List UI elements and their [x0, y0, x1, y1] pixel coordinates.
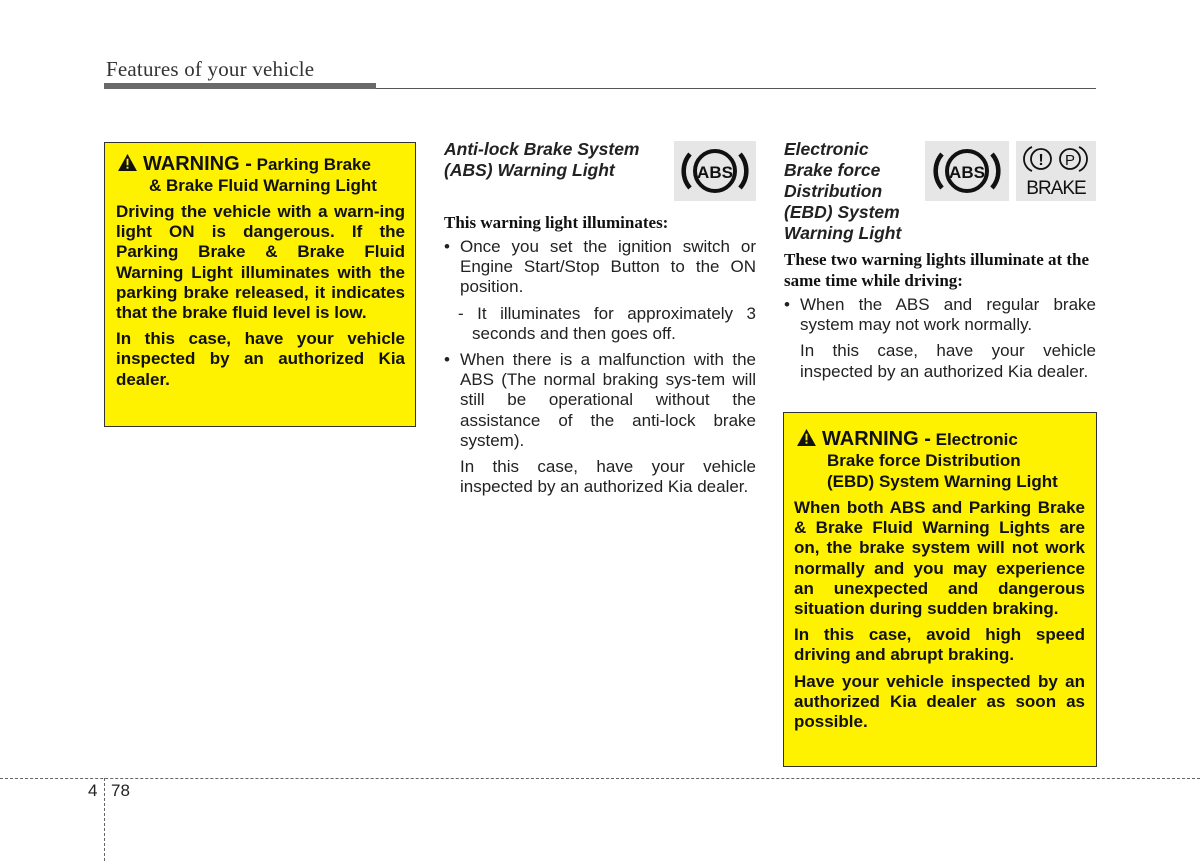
list-item: • When there is a malfunction with the ABS (The normal braking sys-tem will still be operational without the assistance of the anti-lock brake system). — [444, 350, 756, 450]
abs-note-text: In this case, have your vehicle inspected by an authorized Kia dealer. — [460, 457, 756, 497]
warning-paragraph: In this case, avoid high speed driving and abrupt braking. — [794, 625, 1085, 665]
ebd-body — [784, 295, 1096, 382]
footer-rule — [0, 778, 1200, 779]
warning-label: WARNING - — [822, 428, 931, 450]
abs-icon-text: ABS — [697, 163, 733, 182]
warning-heading-text: Parking Brake — [256, 155, 371, 174]
page-number: 78 — [111, 781, 130, 800]
list-item-text: Once you set the ignition switch or Engine Start/Stop Button to the ON position. — [460, 237, 756, 297]
list-item-text: When there is a malfunction with the ABS (The normal braking sys-tem will still be operational without the assistance of the anti-lock brake system). — [460, 350, 756, 450]
header-rule-thick — [104, 83, 376, 89]
warning-label: WARNING - — [143, 153, 252, 175]
ebd-title-line: Electronic — [784, 139, 869, 159]
ebd-abs-icon-box — [925, 141, 1009, 201]
svg-text:P: P — [1064, 152, 1076, 169]
warning-box-ebd — [783, 412, 1097, 767]
page-header-title: Features of your vehicle — [106, 57, 315, 81]
footer-divider — [104, 778, 105, 861]
abs-warning-icon — [925, 141, 1009, 201]
abs-warning-icon — [674, 141, 756, 201]
ebd-note-text: In this case, have your vehicle inspected by an authorized Kia dealer. — [800, 341, 1096, 381]
warning-paragraph: Have your vehicle inspected by an authorized Kia dealer as soon as possible. — [794, 671, 1085, 732]
warning-heading-line2: Brake force Distribution — [827, 451, 1021, 470]
ebd-title-line: (EBD) System — [784, 202, 900, 222]
list-subitem: - It illuminates for approximately 3 seconds and then goes off. — [458, 303, 756, 343]
abs-title-line: (ABS) Warning Light — [444, 160, 615, 180]
warning-heading — [794, 429, 1085, 450]
brake-icon-text: BRAKE — [1026, 178, 1086, 199]
abs-icon-box — [674, 141, 756, 201]
warning-heading-text: Electronic — [935, 430, 1018, 449]
warning-triangle-icon — [118, 154, 137, 171]
header-rule-thin — [376, 88, 1096, 89]
chapter-number: 4 — [88, 781, 98, 800]
list-item: • Once you set the ignition switch or Engine Start/Stop Button to the ON position. — [444, 237, 756, 297]
warning-triangle-icon — [797, 429, 816, 446]
abs-title-line: Anti-lock Brake System — [444, 139, 640, 159]
abs-lead-text: This warning light illuminates: — [444, 213, 669, 232]
ebd-lead-text: These two warning lights illuminate at the same time while driving: — [784, 250, 1090, 290]
list-item: • When the ABS and regular brake system may not work normally. — [784, 295, 1096, 335]
list-item-text: When the ABS and regular brake system may not work normally. — [800, 295, 1096, 335]
abs-body — [444, 237, 756, 497]
ebd-title-line: Distribution — [784, 181, 883, 201]
warning-box-parking-brake — [104, 142, 416, 427]
warning-paragraph: Driving the vehicle with a warn-ing light ON is dangerous. If the Parking Brake & Brake Fluid Warning Light illuminates with the parking brake released, it indicates that the brake fluid level is low. — [116, 202, 405, 323]
ebd-title-line: Brake force — [784, 160, 881, 180]
ebd-title-line: Warning Light — [784, 223, 902, 243]
svg-text:!: ! — [1038, 152, 1044, 169]
warning-paragraph: When both ABS and Parking Brake & Brake Fluid Warning Lights are on, the brake system will not work normally and you may experience an unexpected and dangerous situation during sudden braking. — [794, 498, 1085, 619]
ebd-brake-icon-box — [1016, 141, 1096, 201]
abs-icon-text: ABS — [949, 163, 985, 182]
ebd-section-title — [784, 139, 901, 244]
warning-heading-line3: (EBD) System Warning Light — [827, 472, 1058, 491]
warning-paragraph: In this case, have your vehicle inspected by an authorized Kia dealer. — [116, 329, 405, 389]
warning-heading — [116, 154, 405, 175]
warning-heading-line2: & Brake Fluid Warning Light — [149, 176, 377, 195]
brake-warning-icon — [1016, 141, 1096, 201]
abs-section-title — [444, 139, 640, 181]
